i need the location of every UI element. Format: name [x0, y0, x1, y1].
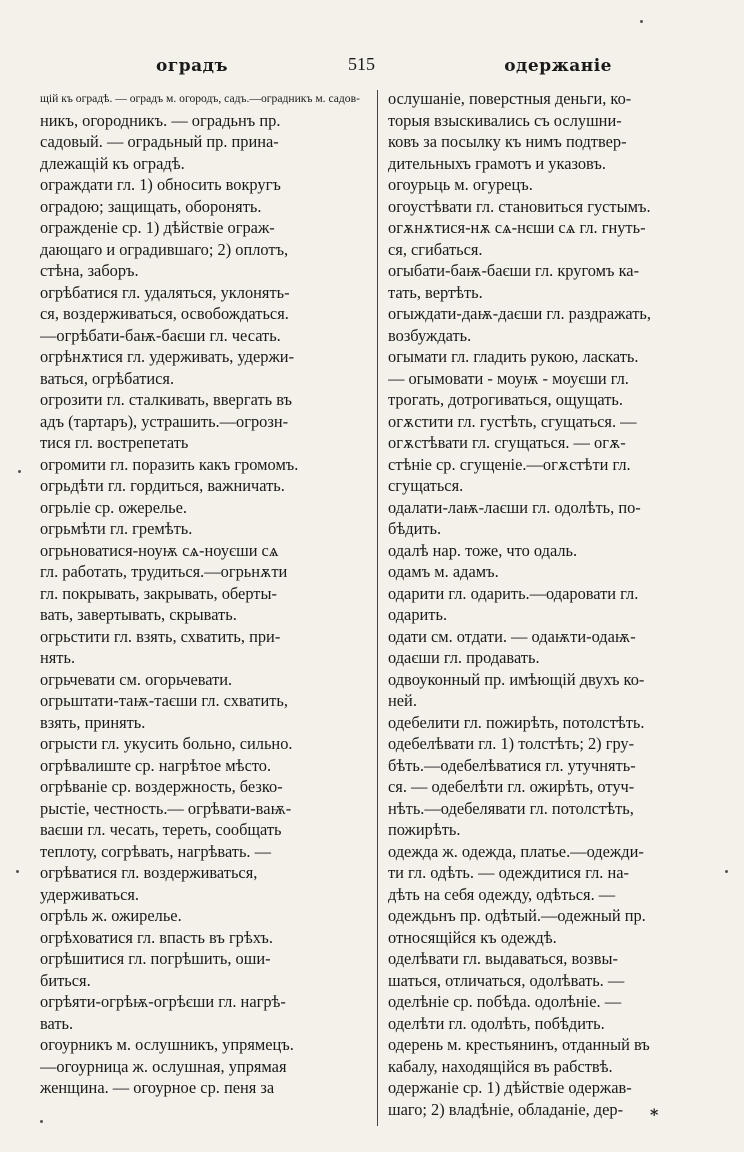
text-line: огрьчевати см. огорьчевати.	[40, 669, 233, 689]
column-divider	[377, 90, 378, 1126]
text-line: огрьмѣти гл. гремѣть.	[40, 519, 193, 538]
text-line: одержаніе ср. 1) дѣйствіе одержав-	[388, 1078, 632, 1097]
left-column	[40, 88, 366, 1099]
text-line: — огымовати - моуѭ - моуєши гл.	[388, 368, 629, 388]
text-line: одаєши гл. продавать.	[388, 648, 540, 667]
text-line: дѣть на себя одежду, одѣться. —	[388, 884, 616, 904]
text-line: —огоурница ж. ослушная, упрямая	[40, 1056, 287, 1076]
text-line: кабалу, находящійся въ рабствѣ.	[388, 1056, 613, 1076]
text-line: садовый. — оградьный пр. прина-	[40, 132, 279, 151]
text-line: ваєши гл. чесать, тереть, сообщать	[40, 820, 282, 839]
text-line: гл. работать, трудиться.—огрьнѫти	[40, 562, 288, 581]
text-line: огрысти гл. укусить больно, сильно.	[40, 734, 293, 753]
text-line: оделѣти гл. одолѣть, побѣдить.	[388, 1013, 605, 1033]
text-line: ограждати гл. 1) обносить вокругъ	[40, 175, 281, 194]
text-line: биться.	[40, 970, 91, 990]
text-line: одежда ж. одежда, платье.—одежди-	[388, 841, 644, 861]
text-line: тать, вертѣть.	[388, 282, 483, 302]
text-line: никъ, огородникъ. — оградьнъ пр.	[40, 110, 281, 130]
text-line: огрьліе ср. ожерелье.	[40, 497, 188, 517]
text-line: вать.	[40, 1013, 74, 1033]
text-line: одалѣ нар. тоже, что одаль.	[388, 540, 578, 560]
text-line: оградою; защищать, оборонять.	[40, 196, 262, 216]
text-line: трогать, дотрогиваться, ощущать.	[388, 390, 623, 409]
text-line: огрозити гл. сталкивать, ввергать въ	[40, 390, 292, 409]
text-line: огыждати-даѭ-даєши гл. раздражать,	[388, 304, 652, 323]
text-line: возбуждать.	[388, 325, 472, 345]
text-line: огыбати-баѭ-баєши гл. кругомъ ка-	[388, 261, 640, 280]
text-line: одебелити гл. пожирѣть, потолстѣть.	[388, 712, 645, 732]
text-line: огоурникъ м. ослушникъ, упрямецъ.	[40, 1035, 294, 1054]
text-line: дающаго и оградившаго; 2) оплотъ,	[40, 239, 289, 259]
paper-speck	[16, 870, 19, 873]
text-line: огрьштати-таѭ-таєши гл. схватить,	[40, 691, 288, 710]
text-line: огѫнѫтися-нѫ сѧ-нєши сѧ гл. гнуть-	[388, 218, 646, 237]
text-line: ся, сгибаться.	[388, 239, 483, 259]
running-header	[48, 52, 714, 84]
text-line: огѫстити гл. густѣть, сгущаться. —	[388, 411, 637, 431]
text-line: огрѣяти-огрѣѭ-огрѣєши гл. нагрѣ-	[40, 992, 286, 1011]
text-line: одати см. отдати. — одаѭти-одаѭ-	[388, 626, 636, 646]
text-line: дительныхъ грамотъ и указовъ.	[388, 153, 606, 173]
right-guide-word: одержаніе	[504, 56, 612, 76]
text-line: огромити гл. поразить какъ громомъ.	[40, 454, 299, 474]
text-line: огрѣшитися гл. погрѣшить, оши-	[40, 949, 271, 968]
text-line: тися гл. вострепетать	[40, 433, 189, 452]
text-line: огрѣвалиште ср. нагрѣтое мѣсто.	[40, 755, 272, 775]
text-line: одамъ м. адамъ.	[388, 562, 499, 581]
text-line: бѣть.—одебелѣватися гл. утучнять-	[388, 755, 636, 775]
text-line: огоурьць м. огурецъ.	[388, 175, 533, 194]
text-line: огрѣбатися гл. удаляться, уклонять-	[40, 282, 290, 302]
text-line: одарити гл. одарить.—одаровати гл.	[388, 583, 639, 603]
text-line: шаться, отличаться, одолѣвать. —	[388, 970, 625, 990]
text-line: нѣть.—одебелявати гл. потолстѣть,	[388, 798, 634, 818]
text-line: ти гл. одѣть. — одеждитися гл. на-	[388, 863, 629, 882]
text-line: ней.	[388, 691, 417, 710]
text-line: адъ (тартаръ), устрашить.—огрозн-	[40, 411, 289, 431]
text-line: ослушаніе, поверстныя деньги, ко-	[388, 89, 632, 108]
text-line: оделѣвати гл. выдаваться, возвы-	[388, 949, 618, 968]
paper-speck	[18, 470, 21, 473]
text-line: пожирѣть.	[388, 820, 461, 839]
text-line: стѣна, заборъ.	[40, 261, 139, 280]
text-line: одвоуконный пр. имѣющій двухъ ко-	[388, 669, 645, 689]
text-line: относящійся къ одеждѣ.	[388, 927, 557, 947]
text-line: нять.	[40, 648, 76, 667]
text-line: длежащій къ оградѣ.	[40, 153, 185, 173]
paper-speck	[640, 20, 643, 23]
text-line: одерень м. крестьянинъ, отданный въ	[388, 1035, 650, 1054]
text-line: огрѣваніе ср. воздержность, безко-	[40, 777, 283, 796]
paper-speck	[40, 1120, 43, 1123]
text-line: вать, завертывать, скрывать.	[40, 605, 237, 624]
paper-speck	[725, 870, 728, 873]
text-line: сгущаться.	[388, 476, 464, 495]
text-line: огрьдѣти гл. гордиться, важничать.	[40, 476, 285, 495]
text-line: огоустѣвати гл. становиться густымъ.	[388, 196, 651, 216]
text-line: удерживаться.	[40, 884, 139, 904]
text-line: одебелѣвати гл. 1) толстѣть; 2) гру-	[388, 734, 635, 753]
text-line: ся, воздерживаться, освобождаться.	[40, 304, 289, 323]
text-line: оделѣніе ср. побѣда. одолѣніе. —	[388, 992, 622, 1011]
text-line: огрѣховатися гл. впасть въ грѣхъ.	[40, 927, 273, 947]
text-line: огымати гл. гладить рукою, ласкать.	[388, 347, 639, 366]
text-line: бѣдить.	[388, 519, 442, 538]
text-line: огрѣнѫтися гл. удерживать, удержи-	[40, 347, 295, 366]
text-line: одарить.	[388, 605, 448, 624]
footer-mark: *	[650, 1105, 659, 1124]
text-line: женщина. — огоурное ср. пеня за	[40, 1078, 275, 1097]
text-line: —огрѣбати-баѭ-баєши гл. чесать.	[40, 325, 281, 345]
text-line: одалати-лаѭ-лаєши гл. одолѣть, по-	[388, 497, 641, 517]
text-line: огѫстѣвати гл. сгущаться. — огѫ-	[388, 433, 626, 452]
text-line: огрьноватися-ноуѭ сѧ-ноуєши сѧ	[40, 540, 279, 560]
text-line: огрѣль ж. ожирелье.	[40, 906, 182, 925]
right-column	[388, 88, 706, 1120]
text-line: взять, принять.	[40, 712, 146, 732]
text-line: рыстіе, честность.— огрѣвати-ваѭ-	[40, 798, 292, 818]
text-line: торыя взыскивались съ ослушни-	[388, 110, 622, 130]
text-line: огражденіе ср. 1) дѣйствіе ограж-	[40, 218, 275, 237]
page-number: 515	[348, 54, 375, 74]
text-line: теплоту, согрѣвать, нагрѣвать. —	[40, 841, 272, 861]
text-line: щій къ оградѣ. — оградъ м. огородъ, садъ.—оградникъ м. садов-	[40, 92, 360, 105]
text-line: огрѣватися гл. воздерживаться,	[40, 863, 258, 882]
text-line: ваться, огрѣбатися.	[40, 368, 175, 388]
text-line: огрьстити гл. взять, схватить, при-	[40, 626, 281, 646]
left-guide-word: оградъ	[156, 56, 229, 76]
text-line: одеждьнъ пр. одѣтый.—одежный пр.	[388, 906, 646, 925]
text-line: ся. — одебелѣти гл. ожирѣть, отуч-	[388, 777, 635, 796]
text-line: шаго; 2) владѣніе, обладаніе, дер-	[388, 1099, 624, 1119]
text-line: стѣніе ср. сгущеніе.—огѫстѣти гл.	[388, 454, 631, 474]
text-line: ковъ за посылку къ нимъ подтвер-	[388, 132, 627, 151]
text-line: гл. покрывать, закрывать, оберты-	[40, 583, 277, 603]
